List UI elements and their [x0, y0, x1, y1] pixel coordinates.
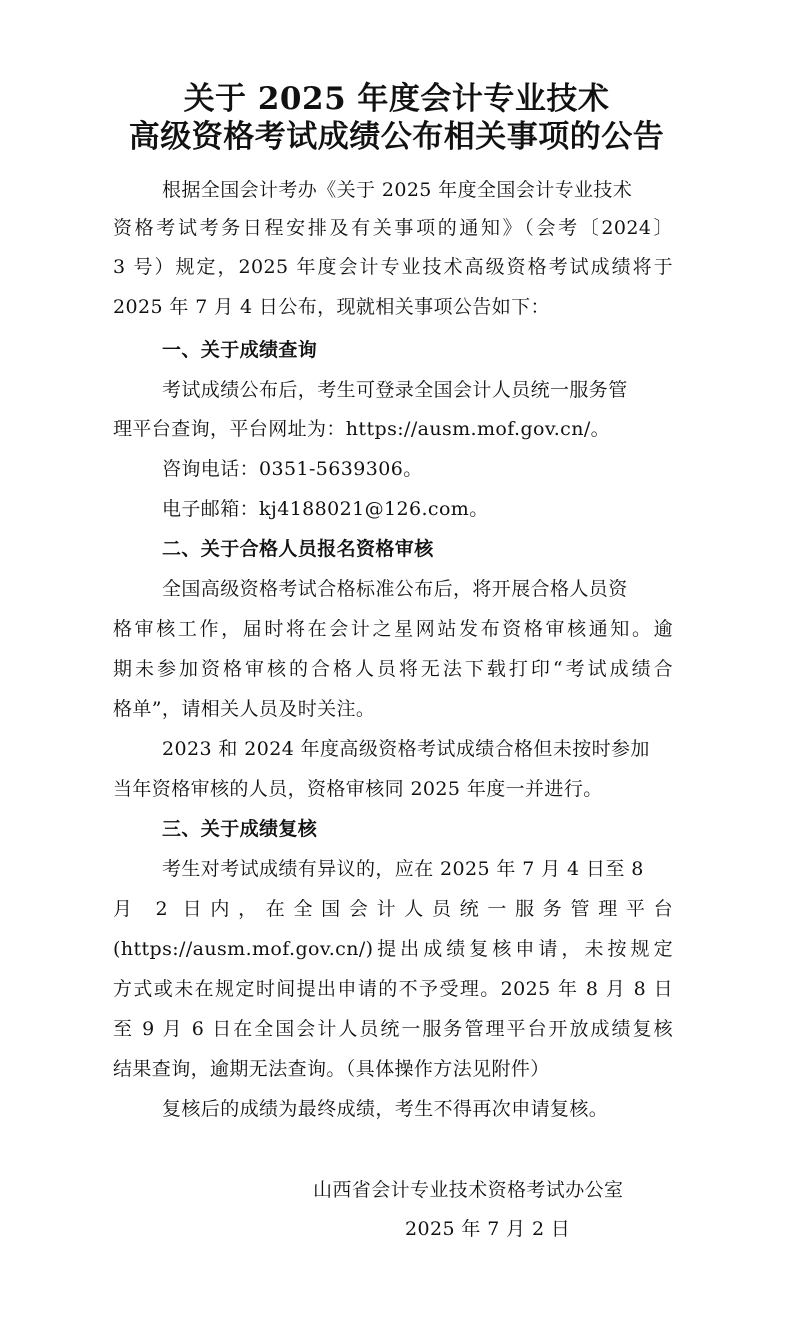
section-2-para2-line-1: 2023 和 2024 年度高级资格考试成绩合格但未按时参加 [162, 738, 650, 760]
section-3-para2: 复核后的成绩为最终成绩，考生不得再次申请复核。 [162, 1098, 609, 1120]
section-3-heading: 三、关于成绩复核 [162, 818, 318, 840]
section-2-para1-line-1: 全国高级资格考试合格标准公布后，将开展合格人员资 [162, 578, 628, 600]
title-line-2: 高级资格考试成绩公布相关事项的公告 [128, 119, 665, 155]
section-1-email: 电子邮箱：kj4188021@126.com。 [162, 498, 489, 520]
section-1-phone: 咨询电话：0351-5639306。 [162, 458, 423, 480]
section-3-para1-line-2: 月 2 日内，在全国会计人员统一服务管理平台 [113, 898, 673, 920]
section-3-para1-line-3: (https://ausm.mof.gov.cn/)提出成绩复核申请，未按规定 [113, 938, 673, 960]
section-2-heading: 二、关于合格人员报名资格审核 [162, 538, 434, 560]
title-line-1: 关于 2025 年度会计专业技术 [183, 81, 610, 117]
section-2-para1-line-2: 格审核工作，届时将在会计之星网站发布资格审核通知。逾 [113, 618, 673, 640]
section-2-para1-line-4: 格单”，请相关人员及时关注。 [113, 698, 376, 720]
intro-line-3: 3 号）规定，2025 年度会计专业技术高级资格考试成绩将于 [113, 256, 673, 278]
section-2-para1-line-3: 期未参加资格审核的合格人员将无法下载打印“考试成绩合 [113, 658, 673, 680]
section-1-heading: 一、关于成绩查询 [162, 339, 318, 361]
section-3-para1-line-5: 至 9 月 6 日在全国会计人员统一服务管理平台开放成绩复核 [113, 1018, 673, 1040]
section-3-para1-line-4: 方式或未在规定时间提出申请的不予受理。2025 年 8 月 8 日 [113, 978, 673, 1000]
section-3-para1-line-6: 结果查询，逾期无法查询。（具体操作方法见附件） [113, 1058, 550, 1080]
intro-line-2: 资格考试考务日程安排及有关事项的通知》（会考〔2024〕 [113, 217, 673, 239]
section-1-line-2: 理平台查询，平台网址为：https://ausm.mof.gov.cn/。 [113, 418, 611, 440]
signature-date: 2025 年 7 月 2 日 [405, 1218, 571, 1240]
section-3-para1-line-1: 考生对考试成绩有异议的，应在 2025 年 7 月 4 日至 8 [162, 858, 644, 880]
signature-organization: 山西省会计专业技术资格考试办公室 [313, 1179, 624, 1201]
section-2-para2-line-2: 当年资格审核的人员，资格审核同 2025 年度一并进行。 [113, 778, 603, 800]
intro-line-1: 根据全国会计考办《关于 2025 年度全国会计专业技术 [162, 179, 633, 201]
section-1-line-1: 考试成绩公布后，考生可登录全国会计人员统一服务管 [162, 379, 628, 401]
intro-line-4: 2025 年 7 月 4 日公布，现就相关事项公告如下： [113, 296, 550, 318]
